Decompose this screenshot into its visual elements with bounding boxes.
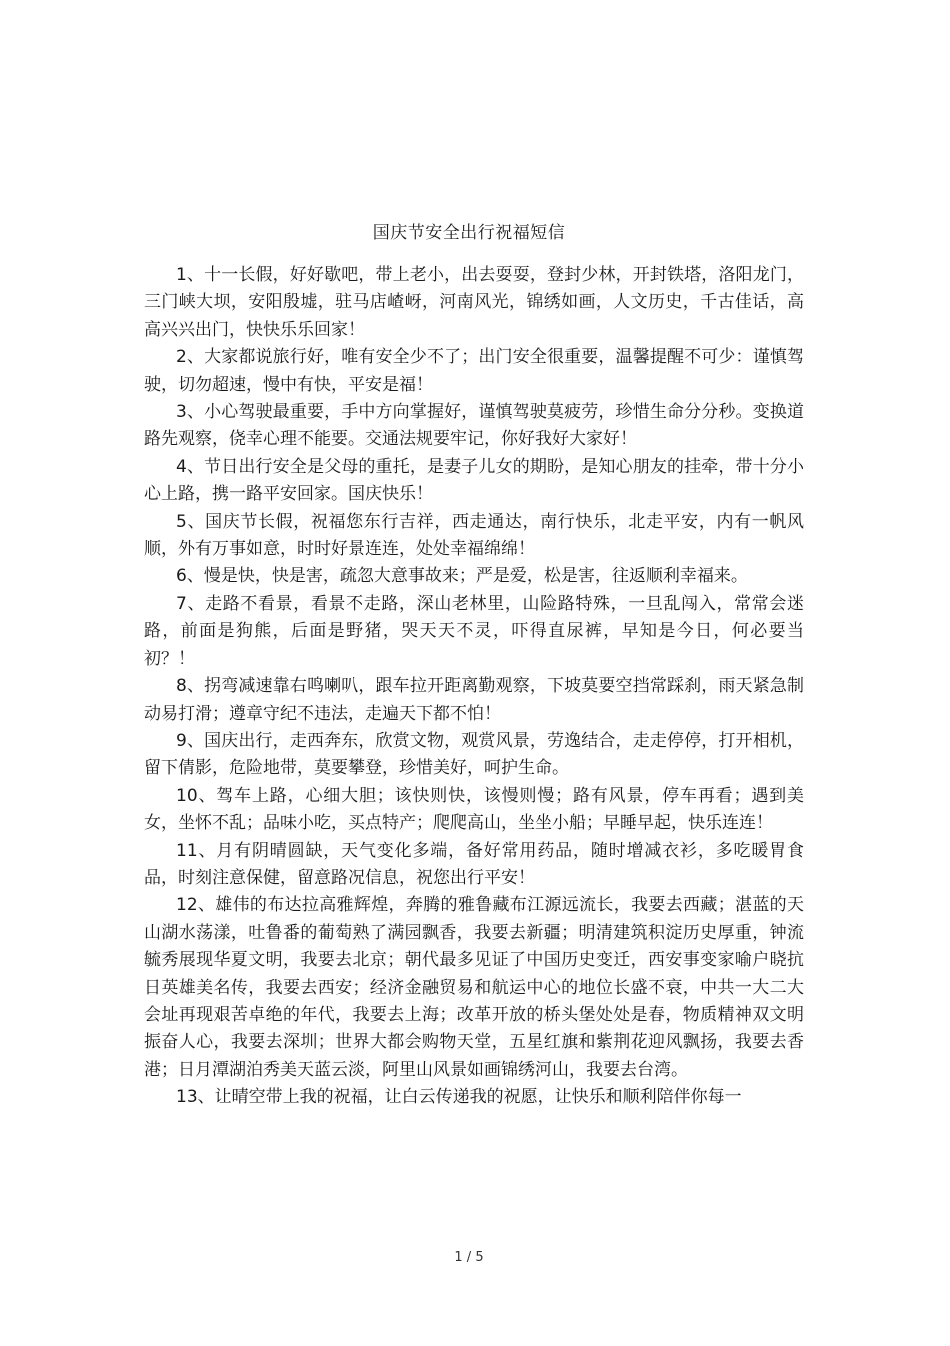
paragraph-4: 4、节日出行安全是父母的重托，是妻子儿女的期盼，是知心朋友的挂牵，带十分小心上路，携一路平安回家。国庆快乐！ — [144, 456, 804, 505]
document-body — [144, 262, 804, 1112]
document-title: 国庆节安全出行祝福短信 — [372, 223, 566, 243]
paragraph-5: 5、国庆节长假，祝福您东行吉祥，西走通达，南行快乐，北走平安，内有一帆风顺，外有万事如意，时时好景连连，处处幸福绵绵！ — [144, 511, 804, 560]
paragraph-2: 2、大家都说旅行好，唯有安全少不了；出门安全很重要，温馨提醒不可少：谨慎驾驶，切勿超速，慢中有快，平安是福！ — [144, 347, 804, 395]
paragraph-13: 13、让晴空带上我的祝福，让白云传递我的祝愿，让快乐和顺利陪伴你每一 — [176, 1087, 742, 1108]
paragraph-8: 8、拐弯减速靠右鸣喇叭，跟车拉开距离勤观察，下坡莫要空挡常踩刹，雨天紧急制动易打滑；遵章守纪不违法，走遍天下都不怕！ — [144, 676, 804, 724]
paragraph-12: 12、雄伟的布达拉高雅辉煌，奔腾的雅鲁藏布江源远流长，我要去西藏；湛蓝的天山湖水荡漾，吐鲁番的葡萄熟了满园飘香，我要去新疆；明清建筑积淀历史厚重，钟流毓秀展现华夏文明，我要去北京；朝代最多见证了中国历史变迁，西安事变家喻户晓抗日英雄美名传，我要去西安；经济金融贸易和航运中心的地位长盛不衰，中共一大二大会址再现艰苦卓绝的年代，我要去上海；改革开放的桥头堡处处是春，物质精神双文明振奋人心，我要去深圳；世界大都会购物天堂，五星红旗和紫荆花迎风飘扬，我要去香港；日月潭湖泊秀美天蓝云淡，阿里山风景如画锦绣河山，我要去台湾。 — [144, 895, 804, 1080]
paragraph-1: 1、十一长假，好好歇吧，带上老小，出去耍耍，登封少林，开封铁塔，洛阳龙门，三门峡大坝，安阳殷墟，驻马店嵖岈，河南风光，锦绣如画，人文历史，千古佳话，高高兴兴出门，快快乐乐回家！ — [144, 265, 804, 340]
paragraph-11: 11、月有阴晴圆缺，天气变化多端，备好常用药品，随时增减衣衫，多吃暖胃食品，时刻注意保健，留意路况信息，祝您出行平安！ — [144, 840, 804, 888]
paragraph-7: 7、走路不看景，看景不走路，深山老林里，山险路特殊，一旦乱闯入，常常会迷路，前面是狗熊，后面是野猪，哭天天不灵，吓得直尿裤，早知是今日，何必要当初？！ — [144, 593, 804, 669]
page-indicator: 1 / 5 — [454, 1250, 484, 1265]
paragraph-10: 10、驾车上路，心细大胆；该快则快，该慢则慢；路有风景，停车再看；遇到美女，坐怀不乱；品味小吃，买点特产；爬爬高山，坐坐小船；早睡早起，快乐连连！ — [144, 785, 804, 834]
paragraph-9: 9、国庆出行，走西奔东，欣赏文物，观赏风景，劳逸结合，走走停停，打开相机，留下倩影，危险地带，莫要攀登，珍惜美好，呵护生命。 — [144, 730, 804, 779]
paragraph-3: 3、小心驾驶最重要，手中方向掌握好，谨慎驾驶莫疲劳，珍惜生命分分秒。变换道路先观察，侥幸心理不能要。交通法规要牢记，你好我好大家好！ — [144, 402, 804, 450]
paragraph-6: 6、慢是快，快是害，疏忽大意事故来；严是爱，松是害，往返顺利幸福来。 — [176, 566, 748, 587]
